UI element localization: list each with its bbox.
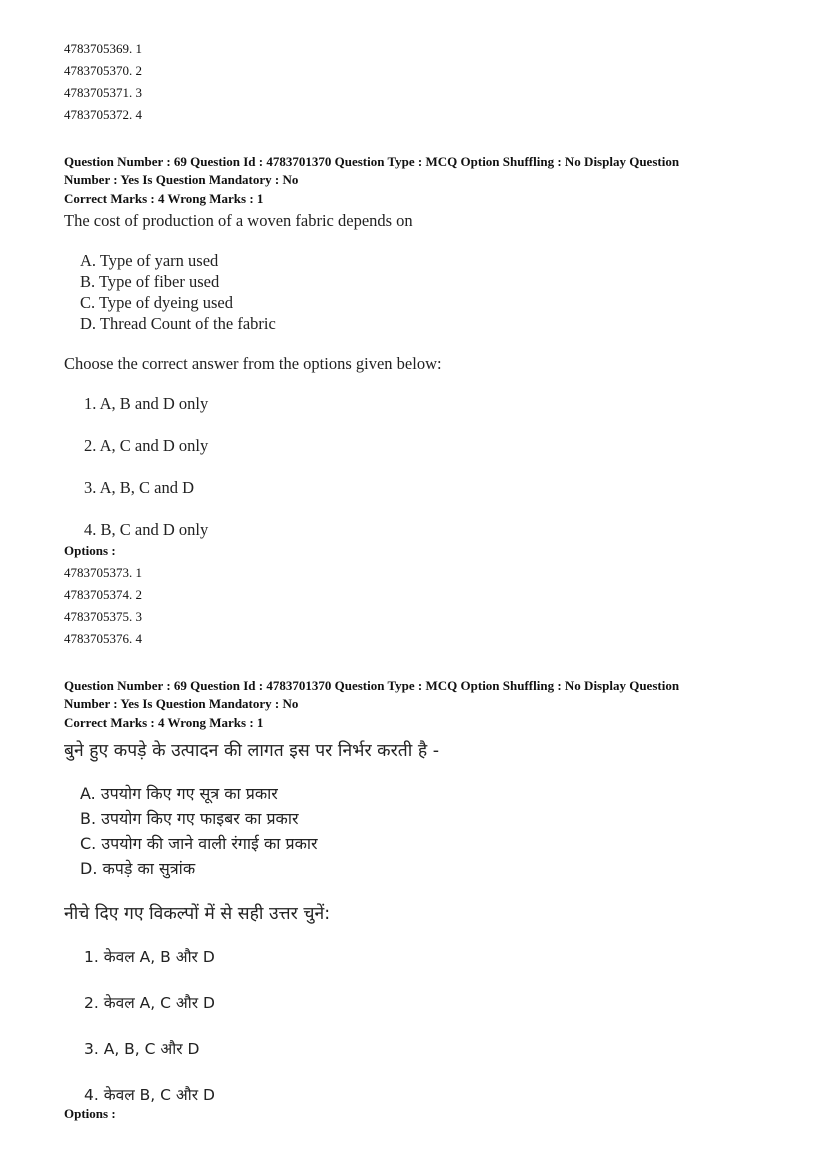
answer-choice: 3. A, B, C और D	[84, 1040, 200, 1058]
answer-choice: 1. A, B and D only	[84, 394, 209, 413]
option-item: 4783705375. 3	[64, 609, 142, 624]
instruction-text: Choose the correct answer from the options given below:	[64, 354, 442, 373]
statement-item: B. Type of fiber used	[80, 272, 220, 291]
question-meta-line1: Question Number : 69 Question Id : 4783701370 Question Type : MCQ Option Shuffling : No Display Question	[64, 154, 680, 169]
question-marks: Correct Marks : 4 Wrong Marks : 1	[64, 191, 264, 206]
option-item: 4783705369. 1	[64, 41, 142, 56]
answer-choice: 1. केवल A, B और D	[84, 948, 215, 966]
option-item: 4783705376. 4	[64, 631, 142, 646]
answer-choice: 3. A, B, C and D	[84, 478, 195, 497]
instruction-text: नीचे दिए गए विकल्पों में से सही उत्तर चुनें:	[64, 904, 331, 924]
answer-choice: 2. केवल A, C और D	[84, 994, 215, 1012]
option-item: 4783705372. 4	[64, 107, 142, 122]
question-text: बुने हुए कपड़े के उत्पादन की लागत इस पर निर्भर करती है -	[64, 741, 440, 761]
statement-item: C. उपयोग की जाने वाली रंगाई का प्रकार	[80, 834, 318, 853]
option-item: 4783705370. 2	[64, 63, 142, 78]
question-meta-line2: Number : Yes Is Question Mandatory : No	[64, 696, 299, 711]
option-item: 4783705371. 3	[64, 85, 142, 100]
options-label: Options :	[64, 543, 116, 558]
statement-item: A. उपयोग किए गए सूत्र का प्रकार	[80, 784, 278, 803]
question-marks: Correct Marks : 4 Wrong Marks : 1	[64, 715, 264, 730]
statement-item: B. उपयोग किए गए फाइबर का प्रकार	[80, 809, 299, 828]
question-text: The cost of production of a woven fabric depends on	[64, 211, 413, 230]
statement-item: C. Type of dyeing used	[80, 293, 233, 312]
answer-choice: 2. A, C and D only	[84, 436, 209, 455]
question-meta-line2: Number : Yes Is Question Mandatory : No	[64, 172, 299, 187]
statement-item: D. Thread Count of the fabric	[80, 314, 276, 333]
statement-item: A. Type of yarn used	[80, 251, 219, 270]
statement-item: D. कपड़े का सुत्रांक	[80, 859, 196, 878]
options-label: Options :	[64, 1106, 116, 1121]
option-item: 4783705373. 1	[64, 565, 142, 580]
option-item: 4783705374. 2	[64, 587, 142, 602]
answer-choice: 4. B, C and D only	[84, 520, 209, 539]
answer-choice: 4. केवल B, C और D	[84, 1086, 215, 1104]
question-meta-line1: Question Number : 69 Question Id : 4783701370 Question Type : MCQ Option Shuffling : No Display Question	[64, 678, 680, 693]
